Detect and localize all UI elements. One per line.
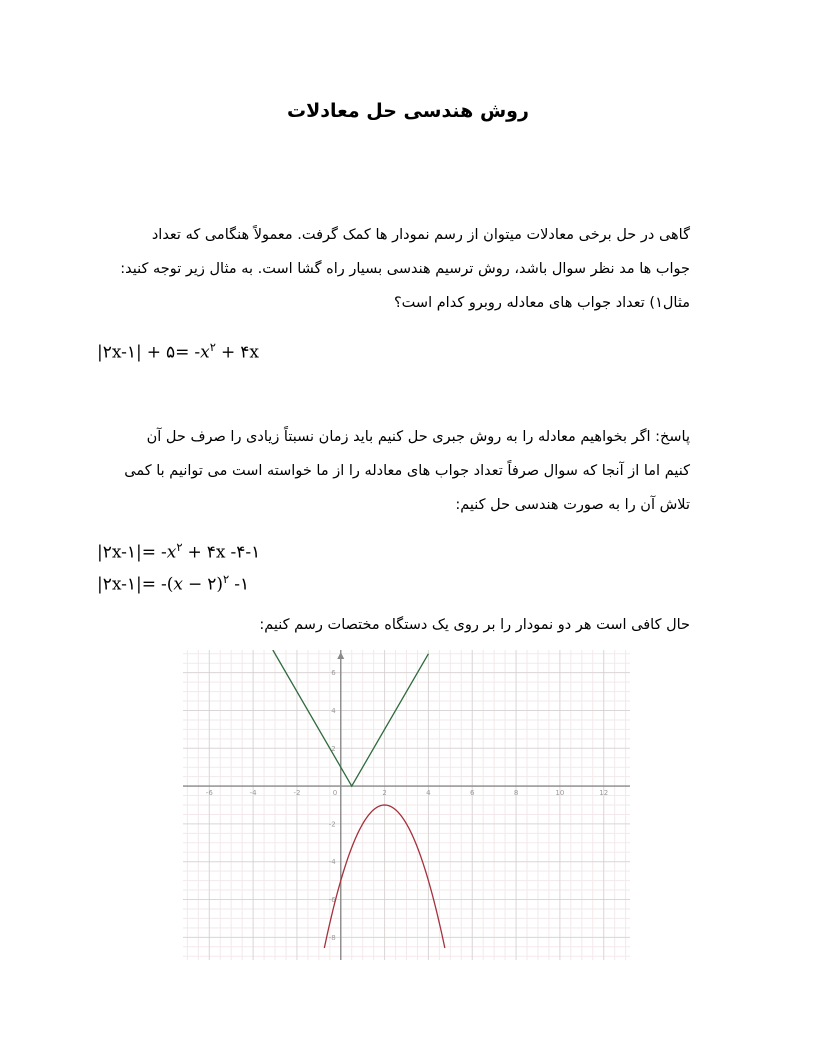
equation-1-constant: ۵ xyxy=(166,342,176,363)
x-axis-tick-label: -2 xyxy=(293,789,301,798)
equation-3-constant: ۲ xyxy=(207,574,217,595)
y-axis-origin-label: 0 xyxy=(332,789,338,798)
equation-1 xyxy=(97,340,259,363)
x-axis-tick-label: 10 xyxy=(555,789,565,798)
x-axis-tick-label: 4 xyxy=(426,789,431,798)
equation-3-minus: − xyxy=(187,574,203,595)
equation-2-linear-term: ۴x xyxy=(206,542,226,563)
equation-3-variable: x xyxy=(173,574,183,595)
equation-2-exponent: ۲ xyxy=(176,540,183,554)
equation-2 xyxy=(97,540,260,563)
page-title: روش هندسی حل معادلات xyxy=(287,100,529,122)
x-axis-tick-label: 8 xyxy=(513,789,519,798)
equation-3-equals: = xyxy=(141,574,156,595)
paragraph-line: کنیم اما از آنجا که سوال صرفاً تعداد جواب های معادله را از ما خواسته است می توانیم با کمی xyxy=(124,463,690,479)
equation-2-minus-four: -۴ xyxy=(230,542,246,563)
equation-1-exponent: ۲ xyxy=(209,340,216,354)
paragraph-intro xyxy=(120,218,690,320)
equation-2-lhs: |۲x-۱| xyxy=(97,542,142,563)
y-axis-tick-label: -4 xyxy=(328,858,336,867)
x-axis-tick-label: 2 xyxy=(382,789,387,798)
equation-3-minus-one: -۱ xyxy=(234,574,250,595)
paragraph-line: گاهی در حل برخی معادلات میتوان از رسم نمودار ها کمک گرفت. معمولاً هنگامی که تعداد xyxy=(151,227,690,243)
y-axis-tick-label: 2 xyxy=(331,744,336,753)
y-axis-tick-label: -8 xyxy=(328,933,336,942)
equation-3-negative-sign: - xyxy=(161,574,167,595)
equation-2-minus-one: -۱ xyxy=(245,542,261,563)
y-axis-tick-label: -2 xyxy=(328,820,336,829)
equation-1-negative-sign: - xyxy=(194,342,201,363)
graph-svg xyxy=(183,650,630,960)
equation-1-equals: = xyxy=(175,342,190,363)
equation-1-variable: x xyxy=(200,342,210,363)
paragraph-line: پاسخ: اگر بخواهیم معادله را به روش جبری حل کنیم باید زمان نسبتاً زیادی را صرف حل آن xyxy=(146,429,690,445)
x-axis-tick-label: 6 xyxy=(470,789,475,798)
y-axis-tick-label: 4 xyxy=(331,706,336,715)
equation-2-negative-sign: - xyxy=(161,542,167,563)
equation-3-open-paren: ( xyxy=(166,574,174,595)
example-prompt-line: مثال۱) تعداد جواب های معادله روبرو کدام است؟ xyxy=(393,295,690,311)
y-axis-tick-label: -6 xyxy=(328,896,336,905)
coordinate-graph xyxy=(183,650,630,960)
equation-3 xyxy=(97,572,249,595)
equation-2-plus: + xyxy=(187,542,202,563)
paragraph-plot-instruction xyxy=(124,608,690,642)
paragraph-line: جواب ها مد نظر سوال باشد، روش ترسیم هندسی بسیار راه گشا است. به مثال زیر توجه کنید: xyxy=(120,261,690,277)
equation-3-exponent: ۲ xyxy=(223,572,230,586)
y-axis-tick-label: 6 xyxy=(331,669,336,678)
x-axis-tick-label: -4 xyxy=(249,789,257,798)
paragraph-line: تلاش آن را به صورت هندسی حل کنیم: xyxy=(455,497,690,513)
equation-1-plus-2: + xyxy=(220,342,236,363)
equation-2-equals: = xyxy=(141,542,156,563)
equation-3-lhs: |۲x-۱| xyxy=(97,574,142,595)
paragraph-answer xyxy=(124,420,690,522)
equation-3-close-paren: ) xyxy=(216,574,224,595)
x-axis-tick-label: 12 xyxy=(599,789,609,798)
equation-1-linear-term: ۴x xyxy=(240,342,259,363)
paragraph-line: حال کافی است هر دو نمودار را بر روی یک دستگاه مختصات رسم کنیم: xyxy=(259,617,690,633)
equation-1-plus: + xyxy=(146,342,161,363)
equation-2-variable: x xyxy=(166,542,177,563)
x-axis-tick-label: -6 xyxy=(205,789,213,798)
equation-1-lhs: |۲x-۱| xyxy=(97,342,142,363)
